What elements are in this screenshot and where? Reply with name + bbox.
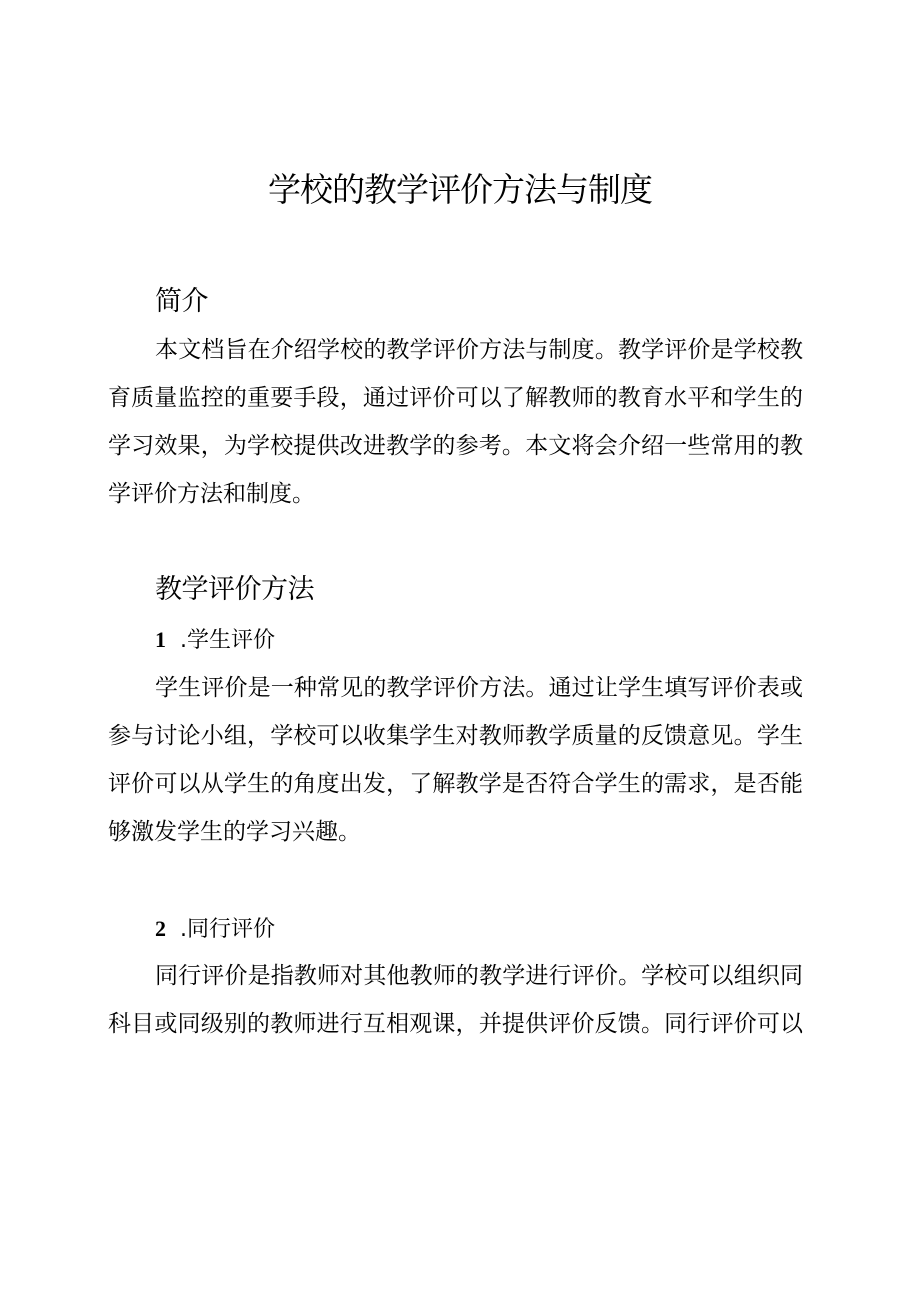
paragraph-line: 本文档旨在介绍学校的教学评价方法与制度。教学评价是学校教 — [155, 337, 803, 363]
subsection-title: .同行评价 — [180, 917, 275, 942]
paragraph-line: 参与讨论小组，学校可以收集学生对教师教学质量的反馈意见。学生 — [108, 723, 803, 749]
student-evaluation-paragraph — [108, 664, 808, 856]
paragraph-line: 学评价方法和制度。 — [108, 481, 315, 507]
peer-evaluation-paragraph — [108, 952, 808, 1048]
paragraph-line: 够激发学生的学习兴趣。 — [108, 819, 361, 845]
subsection-heading-peer-evaluation — [155, 913, 275, 946]
intro-paragraph — [108, 326, 808, 518]
section-heading-methods: 教学评价方法 — [155, 574, 314, 605]
section-heading-intro: 简介 — [155, 286, 208, 317]
paragraph-line: 科目或同级别的教师进行互相观课，并提供评价反馈。同行评价可以 — [108, 1011, 803, 1037]
paragraph-line: 评价可以从学生的角度出发，了解教学是否符合学生的需求，是否能 — [108, 771, 803, 797]
subsection-number: 2 — [155, 916, 166, 941]
paragraph-line: 同行评价是指教师对其他教师的教学进行评价。学校可以组织同 — [155, 963, 803, 989]
paragraph-line: 学生评价是一种常见的教学评价方法。通过让学生填写评价表或 — [155, 675, 803, 701]
paragraph-line: 育质量监控的重要手段，通过评价可以了解教师的教育水平和学生的 — [108, 385, 803, 411]
subsection-heading-student-evaluation — [155, 624, 275, 657]
subsection-number: 1 — [155, 627, 166, 652]
subsection-title: .学生评价 — [180, 628, 275, 653]
paragraph-line: 学习效果，为学校提供改进教学的参考。本文将会介绍一些常用的教 — [108, 433, 803, 459]
document-title: 学校的教学评价方法与制度 — [268, 170, 652, 209]
